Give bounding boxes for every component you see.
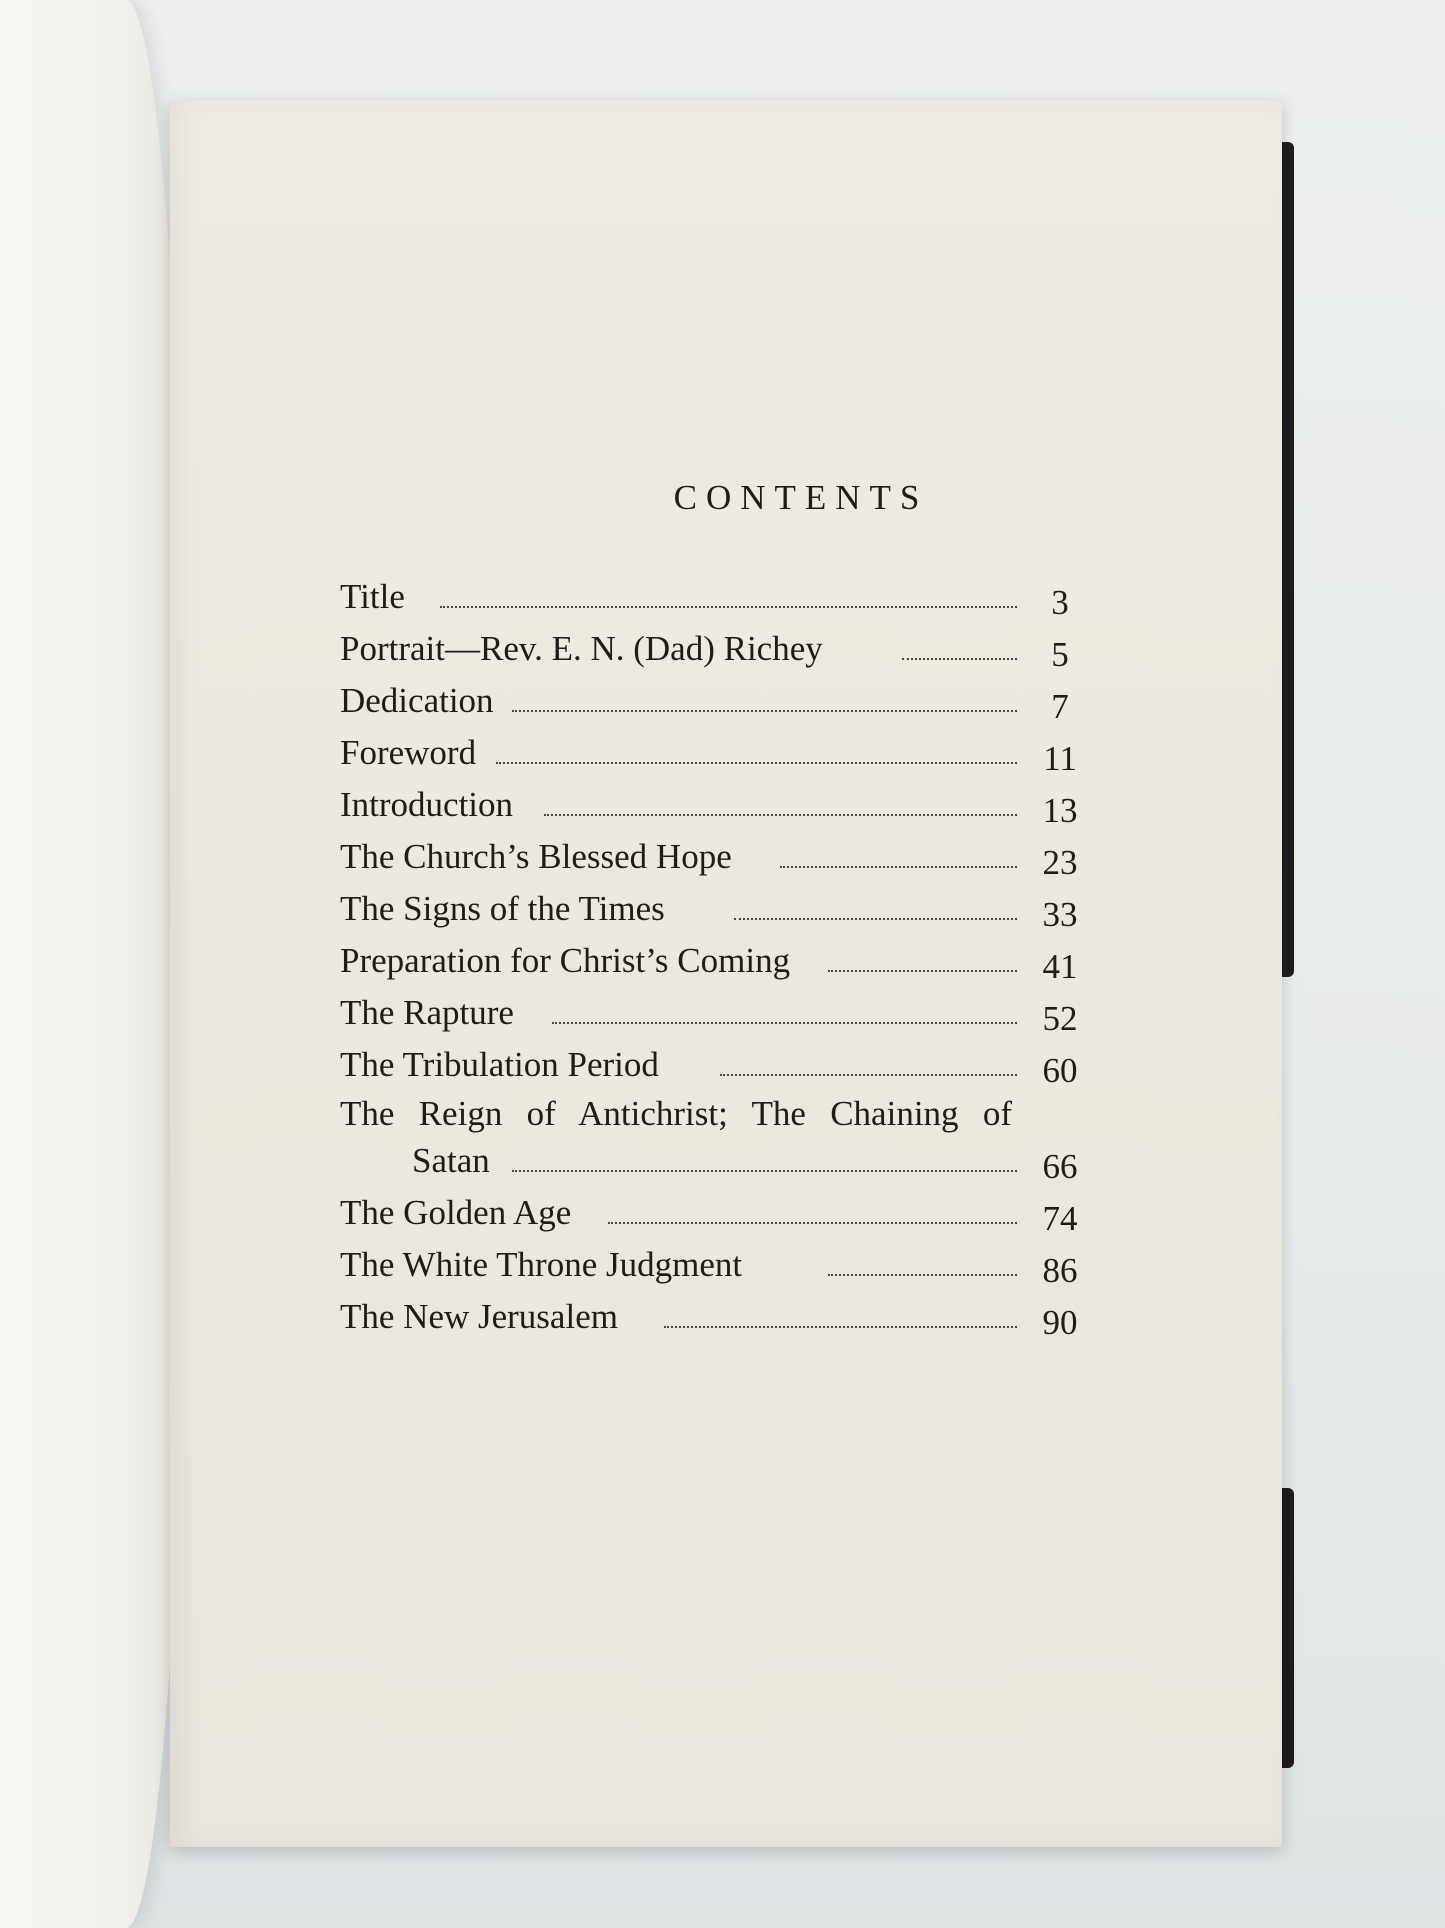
toc-entry-blessed-hope xyxy=(340,830,1090,882)
toc-entry-page: 86 xyxy=(1042,1251,1078,1290)
dot-leader xyxy=(734,918,1017,920)
toc-entry-golden-age xyxy=(340,1186,1090,1238)
toc-entry-preparation xyxy=(340,934,1090,986)
toc-entry-page: 5 xyxy=(1051,635,1069,674)
toc-entry-label: Introduction xyxy=(340,785,514,824)
dot-leader xyxy=(440,606,1017,608)
toc-entry-new-jerusalem xyxy=(340,1290,1090,1342)
toc-entry-reign-of-antichrist xyxy=(340,1090,1090,1186)
left-page-edge xyxy=(0,0,190,1928)
toc-entry-label: The White Throne Judgment xyxy=(340,1245,743,1284)
toc-entry-label: Preparation for Christ’s Coming xyxy=(340,941,791,980)
toc-entry-page: 52 xyxy=(1042,999,1078,1038)
toc-entry-page: 90 xyxy=(1042,1303,1078,1342)
toc-entry-page: 11 xyxy=(1043,739,1077,778)
dot-leader xyxy=(552,1022,1017,1024)
toc-entry-page: 3 xyxy=(1051,583,1069,622)
toc-entry-label: The Signs of the Times xyxy=(340,889,665,928)
toc-entry-label: Dedication xyxy=(340,681,494,720)
dot-leader xyxy=(828,970,1017,972)
toc-entry-foreword xyxy=(340,726,1090,778)
toc-entry-page: 60 xyxy=(1042,1051,1078,1090)
toc-entry-label: The Rapture xyxy=(340,993,514,1032)
toc-entry-page: 13 xyxy=(1042,791,1078,830)
toc-entry-page: 41 xyxy=(1042,947,1078,986)
dot-leader xyxy=(902,658,1017,660)
toc-entry-label: The New Jerusalem xyxy=(340,1297,618,1336)
toc-entry-tribulation xyxy=(340,1038,1090,1090)
toc-entry-signs-of-times xyxy=(340,882,1090,934)
toc-entry-introduction xyxy=(340,778,1090,830)
toc-entry-portrait xyxy=(340,622,1090,674)
toc-entry-label: The Golden Age xyxy=(340,1193,572,1232)
toc-entry-label-line2: Satan xyxy=(412,1141,490,1180)
dot-leader xyxy=(720,1074,1017,1076)
toc-entry-rapture xyxy=(340,986,1090,1038)
toc-entry-page: 7 xyxy=(1051,687,1069,726)
toc-entry-page: 23 xyxy=(1042,843,1078,882)
toc-entry-label-line1: The Reign of Antichrist; The Chaining of xyxy=(340,1094,1012,1133)
toc-entry-page: 33 xyxy=(1042,895,1078,934)
table-of-contents xyxy=(340,570,1090,1342)
dot-leader xyxy=(828,1274,1017,1276)
dot-leader xyxy=(608,1222,1017,1224)
toc-entry-label: Foreword xyxy=(340,733,477,772)
dot-leader xyxy=(780,866,1017,868)
toc-entry-label: The Tribulation Period xyxy=(340,1045,659,1084)
dot-leader xyxy=(544,814,1017,816)
toc-entry-label: The Church’s Blessed Hope xyxy=(340,837,732,876)
toc-entry-label: Portrait—Rev. E. N. (Dad) Richey xyxy=(340,629,823,668)
toc-entry-page: 74 xyxy=(1042,1199,1078,1238)
toc-entry-title xyxy=(340,570,1090,622)
dot-leader xyxy=(512,1170,1017,1172)
dot-leader xyxy=(496,762,1017,764)
contents-heading: CONTENTS xyxy=(673,478,929,517)
toc-entry-white-throne xyxy=(340,1238,1090,1290)
toc-entry-dedication xyxy=(340,674,1090,726)
toc-entry-page: 66 xyxy=(1042,1147,1078,1186)
toc-entry-label: Title xyxy=(340,577,405,616)
dot-leader xyxy=(512,710,1017,712)
book-page xyxy=(170,100,1282,1847)
dot-leader xyxy=(664,1326,1017,1328)
